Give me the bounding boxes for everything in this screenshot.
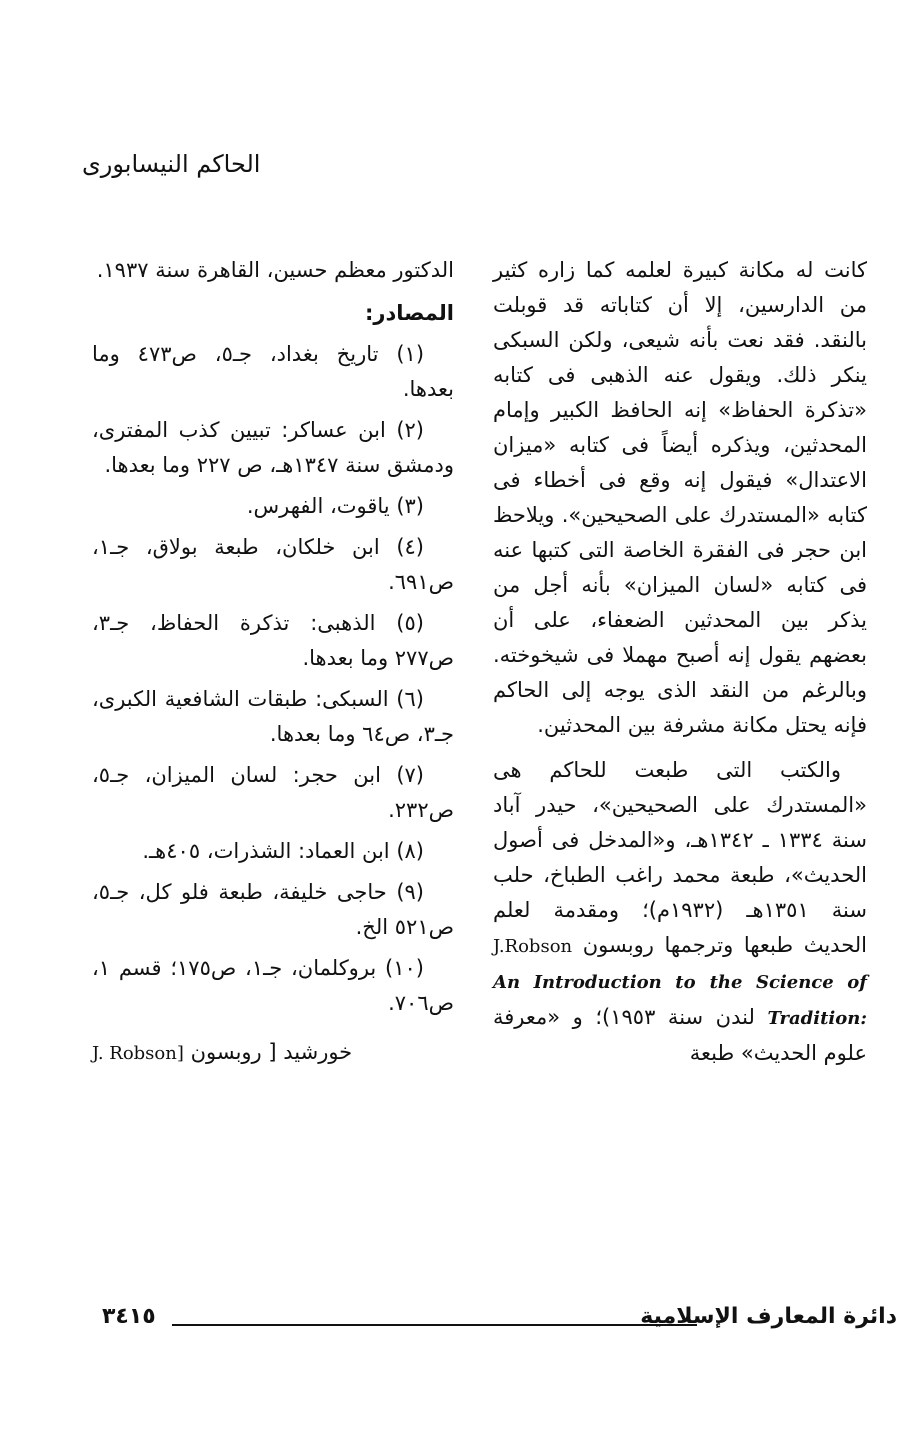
latin-book-title-1: An Introduction to	[493, 972, 696, 993]
running-title: الحاكم النيسابورى	[82, 150, 261, 178]
latin-book-title-2: the Science of Tradition:	[709, 972, 867, 1029]
source-item: (٥) الذهبى: تذكرة الحفاظ، جـ٣، ص٢٧٧ وما بعدها.	[92, 611, 454, 670]
source-item: (١٠) بروكلمان، جـ١، ص١٧٥؛ قسم ١، ص٧٠٦.	[92, 956, 454, 1015]
source-item: (٩) حاجى خليفة، طبعة فلو كل، جـ٥، ص٥٢١ الخ.	[92, 880, 454, 939]
left-intro: الدكتور معظم حسين، القاهرة سنة ١٩٣٧.	[96, 258, 454, 282]
page-number: ٣٤١٥	[102, 1304, 156, 1329]
source-item: (٦) السبكى: طبقات الشافعية الكبرى، جـ٣، ص٦٤ وما بعدها.	[92, 687, 454, 746]
latin-author-name: J.Robson	[493, 936, 573, 957]
source-item: (٣) ياقوت، الفهرس.	[246, 494, 424, 518]
left-column	[92, 253, 454, 1071]
publication-title: دائرة المعارف الإسلامية	[640, 1304, 897, 1329]
footer-rule	[172, 1324, 697, 1326]
source-item: (١) تاريخ بغداد، جـ٥، ص٤٧٣ وما بعدها.	[92, 342, 454, 401]
page-footer	[102, 1304, 897, 1338]
author-arabic: خورشيد [ روبسون	[190, 1040, 353, 1064]
article-author	[92, 1035, 454, 1071]
source-item: (٢) ابن عساكر: تبيين كذب المفترى، ودمشق سنة ١٣٤٧هـ، ص ٢٢٧ وما بعدها.	[92, 418, 454, 477]
body-paragraph-2-text-b: لندن سنة ١٩٥٣)؛ و «معرفة علوم الحديث» طبعة	[493, 1005, 867, 1065]
source-item: (٤) ابن خلكان، طبعة بولاق، جـ١، ص٦٩١.	[92, 535, 454, 594]
source-item: (٨) ابن العماد: الشذرات، ٤٠٥هـ.	[142, 839, 424, 863]
sources-heading: المصادر:	[364, 301, 454, 325]
body-paragraph-2	[493, 753, 867, 1071]
body-paragraph-1: كانت له مكانة كبيرة لعلمه كما زاره كثير من الدارسين، إلا أن كتاباته قد قوبلت بالنقد. فقد نعت بأنه شيعى، ولكن السبكى ينكر ذلك. ويقول عنه الذهبى فى كتابه «تذكرة الحفاظ» إنه الحافظ الكبير وإمام المحدثين، ويذكره أيضاً فى كتابه «ميزان الاعتدال» فيقول إنه وقع فى أخطاء فى كتابه «المستدرك على الصحيحين». ويلاحظ ابن حجر فى الفقرة الخاصة التى كتبها عنه فى كتابه «لسان الميزان» بأنه أجل من يذكر بين المحدثين الضعفاء، على أن بعضهم يقول إنه أصبح مهملا فى شيخوخته. وبالرغم من النقد الذى يوجه إلى الحاكم فإنه يحتل مكانة مشرفة بين المحدثين.	[493, 258, 867, 737]
source-item: (٧) ابن حجر: لسان الميزان، جـ٥، ص٢٣٢.	[92, 763, 454, 822]
body-paragraph-2-text-a: والكتب التى طبعت للحاكم هى «المستدرك على الصحيحين»، حيدر آباد سنة ١٣٣٤ ـ ١٣٤٢هـ، و«المدخل فى أصول الحديث»، طبعة محمد راغب الطباخ، حلب سنة ١٣٥١هـ (١٩٣٢م)؛ ومقدمة لعلم الحديث طبعها وترجمها روبسون	[493, 758, 867, 957]
author-latin: J. Robson]	[92, 1043, 184, 1064]
right-column	[493, 253, 867, 1071]
